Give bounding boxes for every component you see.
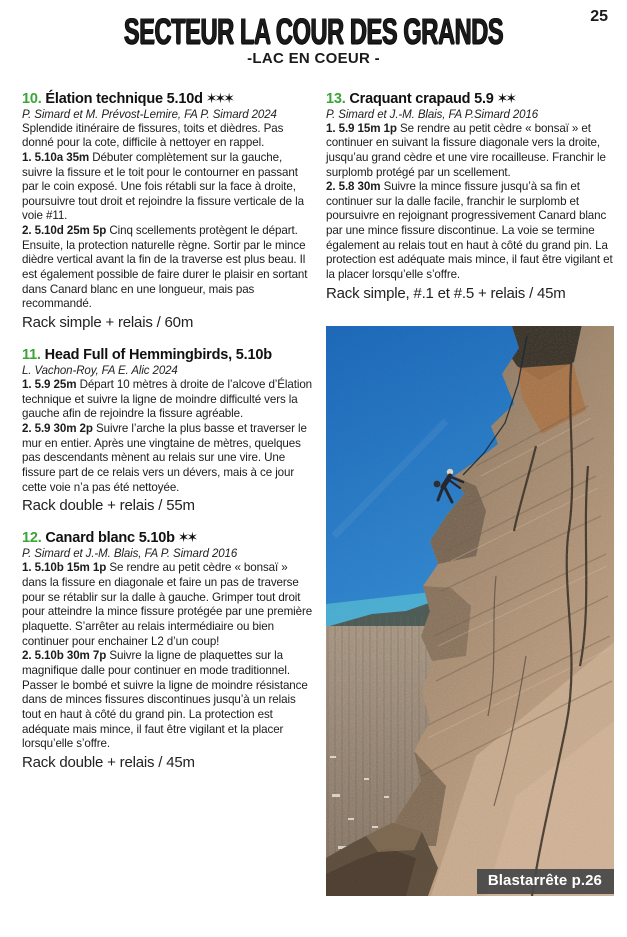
pitch-lead: 1. 5.10a 35m [22, 150, 90, 164]
pitch-text: Cinq scellements protègent le départ. Ensuite, la protection naturelle règne. Sortir par le mince dièdre vertical avant la fin de la traverse est plus beau. Il est également possible de faire durer le plaisir en sortant dans Canard blanc en une longueur, mais pas recommandé. [22, 224, 308, 311]
route-pitch [22, 422, 314, 495]
route-title: Élation technique 5.10d [45, 90, 203, 107]
route-stars: ✶✶ [496, 90, 515, 107]
climbing-photo [326, 326, 614, 896]
route-number: 10. [22, 90, 42, 107]
route-first-ascent: P. Simard et J.-M. Blais, FA P.Simard 2016 [326, 108, 539, 121]
sector-header [0, 0, 627, 67]
route-intro: Splendide itinéraire de fissures, toits et dièdres. Pas donné pour la cote, difficile à nettoyer en rappel. [22, 121, 284, 150]
pitch-text: Se rendre au petit cèdre « bonsaï » et continuer en suivant la fissure diagonale vers la droite, jusqu’au grand cèdre et une vire rocailleuse. Franchir le surplomb protégé par un scellement. [326, 121, 606, 179]
route-pitch [22, 561, 314, 649]
route-rack: Rack simple, #.1 et #.5 + relais / 45m [326, 284, 566, 302]
route-title: Canard blanc 5.10b [45, 530, 175, 547]
route-pitch [22, 378, 314, 422]
route-pitch [326, 122, 614, 181]
pitch-lead: 2. 5.10d 25m 5p [22, 224, 107, 238]
left-column [22, 91, 314, 896]
route-rack: Rack simple + relais / 60m [22, 314, 194, 332]
pitch-lead: 1. 5.9 25m [22, 378, 77, 392]
pitch-text: Suivre la ligne de plaquettes sur la magnifique dalle pour continuer en mode traditionnel. Passer le bombé et suivre la ligne de moindre résistance dans de minces fissures discontinues jusqu’à un relais tout en haut à côté du grand pin. La protection est adéquate mais mince, il faut être vigilant et la placer lorsqu’elle s’offre. [22, 649, 308, 751]
route-number: 13. [326, 90, 346, 107]
pitch-lead: 2. 5.10b 30m 7p [22, 649, 107, 663]
route-heading [22, 530, 314, 546]
route-first-ascent: P. Simard et M. Prévost-Lemire, FA P. Simard 2024 [22, 108, 277, 121]
pitch-lead: 1. 5.9 15m 1p [326, 121, 397, 135]
climbing-photo-art [326, 326, 614, 896]
routes-right-container [326, 91, 614, 302]
route-number: 12. [22, 530, 42, 547]
pitch-lead: 1. 5.10b 15m 1p [22, 561, 107, 575]
two-column-layout [0, 91, 627, 896]
route-first-ascent: P. Simard et J.-M. Blais, FA P. Simard 2016 [22, 548, 238, 561]
pitch-text: Débuter complètement sur la gauche, suivre la fissure et le toit pour le contourner en passant par le coin exposé. Une fois rétabli sur la face à droite, poursuivre tout droit et rejoindre la fissure verticale de la voie #11. [22, 150, 304, 223]
pitch-text: Se rendre au petit cèdre « bonsaï » dans la fissure en diagonale et faire un pas de traverse pour se rétablir sur la dalle à gauche. Grimper tout droit pour atteindre la mince fissure protégée par une première plaquette. S’arrêter au relais intermédiaire ou bien continuer pour enchainer L2 d’un coup! [22, 561, 313, 648]
sector-subtitle: -LAC EN COEUR - [247, 49, 380, 67]
route-rack: Rack double + relais / 45m [22, 753, 195, 771]
route-entry [22, 530, 314, 771]
route-pitch [22, 151, 314, 224]
route-pitch [22, 224, 314, 312]
route-entry [22, 91, 314, 332]
pitch-lead: 2. 5.9 30m 2p [22, 422, 93, 436]
pitch-text: Suivre la mince fissure jusqu’à sa fin et continuer sur la dalle facile, franchir le surplomb et poursuivre en rejoignant progressivement Canard blanc par une mince fissure discontinue. La voie se termine également au relais tout en haut à côté du grand pin. La protection est adéquate mais mince, il faut être vigilant et la placer lorsqu’elle s’offre. [326, 180, 613, 282]
route-title: Head Full of Hemmingbirds, 5.10b [44, 347, 272, 364]
pitch-text: Suivre l’arche la plus basse et traverser le mur en entier. Après une vingtaine de mètres, quelques pas descendants mènent au relais sur une vire. Une fissure part de ce relais vers un dévers, mais à ce jour cette voie n’a pas été nettoyée. [22, 422, 307, 494]
route-entry [22, 347, 314, 514]
route-entry [326, 91, 614, 302]
route-stars: ✶✶ [177, 530, 196, 547]
pitch-lead: 2. 5.8 30m [326, 180, 381, 194]
route-heading [22, 347, 314, 363]
routes-left-container [22, 91, 314, 771]
route-heading [22, 91, 314, 107]
route-number: 11. [22, 347, 41, 364]
right-column [326, 91, 614, 896]
sector-title: SECTEUR LA COUR DES GRANDS [123, 10, 504, 52]
route-stars: ✶✶✶ [205, 90, 232, 107]
route-heading [326, 91, 614, 107]
route-title: Craquant crapaud 5.9 [349, 90, 494, 107]
page-number: 25 [590, 8, 608, 25]
photo-grain [326, 326, 614, 896]
route-pitch [326, 180, 614, 283]
photo-caption: Blastarrête p.26 [477, 869, 614, 894]
route-rack: Rack double + relais / 55m [22, 497, 195, 515]
route-first-ascent: L. Vachon-Roy, FA E. Alic 2024 [22, 365, 178, 378]
route-pitch [22, 649, 314, 752]
pitch-text: Départ 10 mètres à droite de l’alcove d’Élation technique et suivre la ligne de moindre difficulté vers la gauche afin de rejoindre la fissure agréable. [22, 378, 313, 421]
